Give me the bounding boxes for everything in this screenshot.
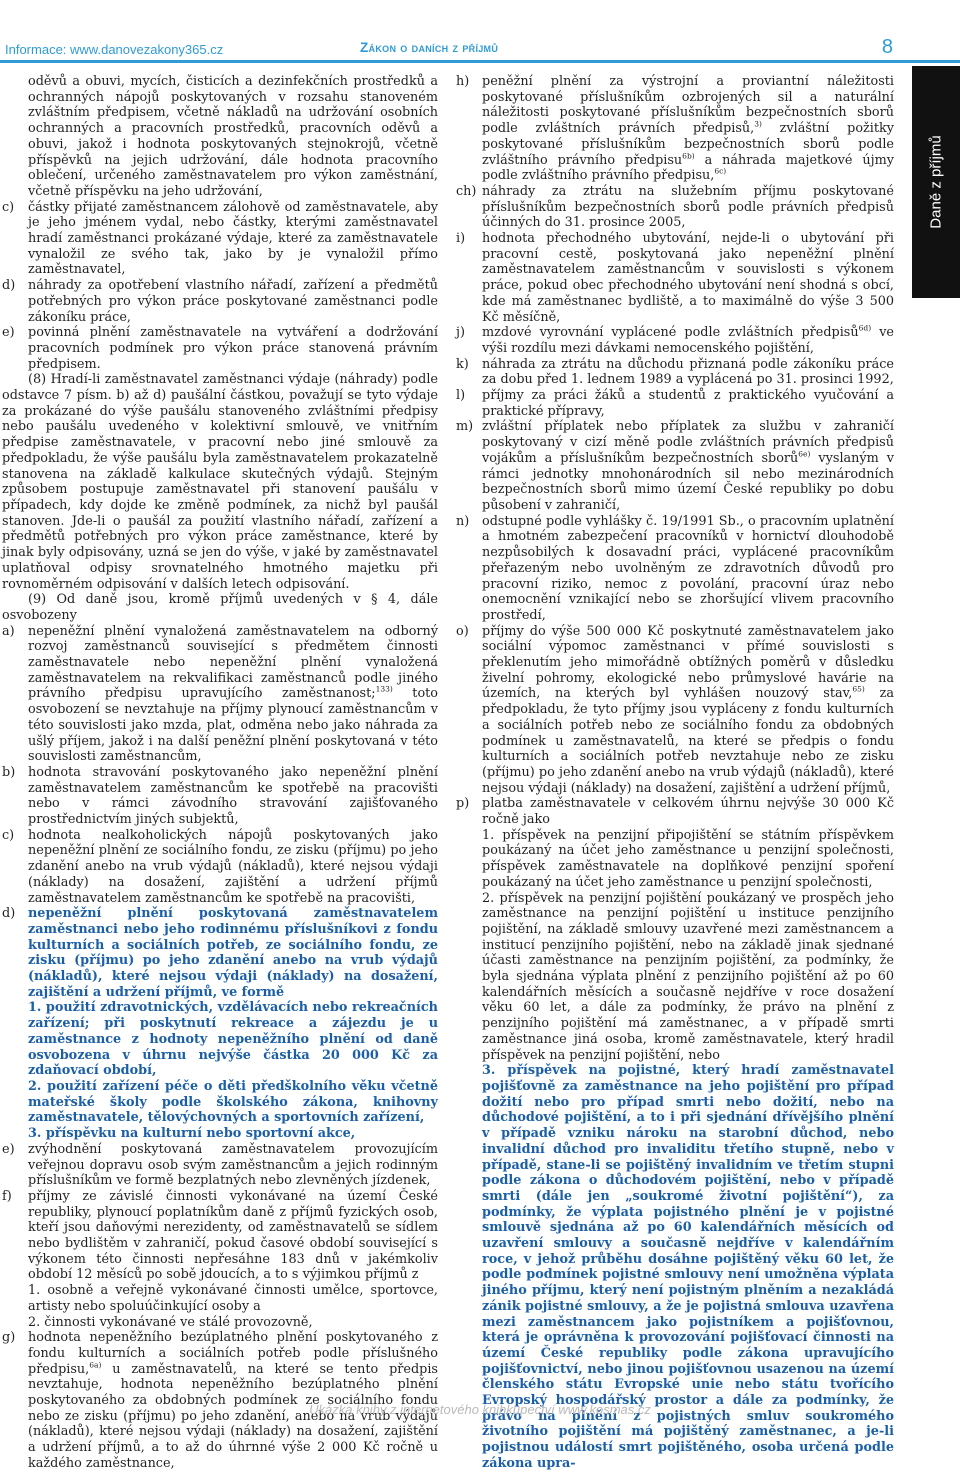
footnote-ref[interactable]: 6b) (682, 151, 695, 161)
footnote-ref[interactable]: 6d) (858, 323, 872, 333)
item-letter: d) (2, 278, 16, 294)
item-c: c) částky přijaté zaměstnancem zálohově od zaměstnavatele, aby je jeho jménem vydal, nebo částky, kterými zaměstnavatel hradí zaměstnanci prokázané výdaje, které za zaměstnavatele vynaložil ze svého tak, jako by je vynaložil přímo zaměstnavatel, (2, 199, 438, 278)
item-letter: ch) (456, 183, 477, 199)
paragraph-8: (8) Hradí-li zaměstnavatel zaměstnanci výdaje (náhrady) podle odstavce 7 písm. b) až d) paušální částkou, považují se tyto výdaje za prokázané do výše paušálu stanoveného zvláštními předpisy nebo paušálu uvedeného v kolektivní smlouvě, ve vnitřním předpise zaměstnavatele, v pracovní nebo jiné smlouvě za předpokladu, že výše paušálu byla zaměstnavatelem prokazatelně stanovena na základě kalkulace skutečných výdajů. Stejným způsobem postupuje zaměstnavatel při stanovení paušálu v případech, kdy dojde ke změně podmínek, za nichž byl paušál stanoven. Jde-li o paušál za použití vlastního nářadí, zařízení a předmětů potřebných pro výkon práce zaměstnance, které by jinak byly odpisovány, uzná se jen do výše, v jaké by zaměstnavatel uplatňoval odpisy srovnatelného hmotného majetku při rovnoměrném odpisování v dalších letech odpisování. (2, 372, 438, 592)
item-9b: b) hodnota stravování poskytovaného jako nepeněžní plnění zaměstnavatelem zaměstnancům ke spotřebě na pracovišti nebo v rámci závodního stravování zajišťovaného prostřednictvím jiných subjektů, (2, 764, 438, 828)
item-letter: l) (456, 388, 466, 404)
item-9n: n) odstupné podle vyhlášky č. 19/1991 Sb., o pracovním uplatnění a hmotném zabezpečení pracovníků v hornictví dlouhodobě nezpůsobilých k dosavadní práci, vyplácené pracovníkům přeřazeným nebo uvolněným ze zdravotních důvodů pro pracovní riziko, nemoc z povolání, pracovní úraz nebo onemocnění vznikající nebo se zhoršující vlivem pracovního prostředí, (456, 513, 894, 623)
item-letter: b) (2, 764, 16, 780)
item-letter: e) (2, 325, 15, 341)
footnote-ref[interactable]: 6c) (714, 166, 727, 176)
item-9ch: ch) náhrady za ztrátu na služebním příjmu poskytované příslušníkům bezpečnostních sborů podle právních předpisů účinných do 31. prosince 2005, (456, 183, 894, 231)
item-9c: c) hodnota nealkoholických nápojů poskytovaných jako nepeněžní plnění ze sociálního fondu, ze zisku (příjmu) po jeho zdanění anebo na vrub výdajů (nákladů), které nejsou výdaji (náklady) na dosažení, zajištění a udržení příjmů zaměstnavatelem zaměstnancům ke spotřebě na pracovišti, (2, 827, 438, 906)
item-9i: i) hodnota přechodného ubytování, nejde-li o ubytování při pracovní cestě, poskytovaná jako nepeněžní plnění zaměstnavatelem zaměstnancům v souvislosti s výkonem práce, pokud obec přechodného ubytování není shodná s obcí, kde má zaměstnanec bydliště, a to maximálně do výše 3 500 Kč měsíčně, (456, 231, 894, 325)
sub-item-9p-1: 1. příspěvek na penzijní připojištění se státním příspěvkem poukázaný na účet jeho zaměstnance u penzijní společnosti, příspěvek zaměstnavatele na doplňkové penzijní spoření poukázaný na účet jeho zaměstnance u penzijní společnosti, (482, 827, 894, 890)
footnote-ref[interactable]: 133) (375, 685, 393, 695)
footnote-ref[interactable]: 3) (754, 119, 762, 129)
item-letter: h) (456, 74, 470, 89)
item-letter: o) (456, 623, 469, 639)
item-9h: h) peněžní plnění za výstrojní a proviantní náležitosti poskytované příslušníkům ozbrojených sil a naturální náležitosti poskytované příslušníkům bezpečnostních sborů podle zvláštních právních předpisů,$^{3)}$ zvláštní požitky poskytované příslušníkům bezpečnostních sborů podle zvláštního právního předpisu$^{6b)}$ a náhrada majetkové újmy podle zvláštního právního předpisu,$^{6c)}$ (456, 74, 894, 184)
sub-item-9f-2: 2. činnosti vykonávané ve stálé provozovně, (28, 1314, 313, 1330)
paragraph-9-intro: (9) Od daně jsou, kromě příjmů uvedených v § 4, dále osvobozeny (2, 592, 438, 623)
sub-item-9f-1: 1. osobně a veřejně vykonávané činnosti umělce, sportovce, artisty nebo spoluúčinkující osoby a (28, 1283, 438, 1314)
right-column (456, 74, 894, 1472)
footer-watermark: Ukázka knihy z internetového knihkupectví www.kosmas.cz (309, 1402, 651, 1417)
header-rule (0, 60, 960, 63)
page-header (0, 0, 960, 66)
sub-item-9d-3: 3. příspěvku na kulturní nebo sportovní akce, (28, 1126, 356, 1142)
item-letter: f) (2, 1188, 12, 1204)
item-letter: c) (2, 199, 15, 215)
item-letter: a) (2, 623, 15, 639)
sub-item-9p-2: 2. příspěvek na penzijní pojištění poukázaný ve prospěch jeho zaměstnance na penzijní pojištění u instituce penzijního pojištění, na základě smlouvy uzavřené mezi zaměstnancem a institucí penzijního pojištění, nebo na základě jinak sjednané účasti zaměstnance na penzijním pojištění, za podmínky, že byla sjednána výplata plnění z penzijního pojištění až po 60 kalendářních měsících a současně nejdříve v roce dosažení věku 60 let, a dále za podmínky, že právo na plnění z penzijního pojištění má zaměstnanec, a v případě smrti zaměstnance jiná osoba, kromě zaměstnavatele, který hradil příspěvek na penzijní pojištění, nebo (482, 890, 894, 1063)
footnote-ref[interactable]: 6e) (798, 449, 811, 459)
item-letter: c) (2, 827, 15, 843)
item-9j: j) mzdové vyrovnání vyplácené podle zvláštních předpisů$^{6d)}$ ve výši rozdílu mezi dávkami nemocenského pojištění, (456, 323, 894, 356)
side-tab (912, 66, 960, 298)
item-d: d) náhrady za opotřebení vlastního nářadí, zařízení a předmětů potřebných pro výkon práce poskytované zaměstnanci podle zákoníku práce, (2, 278, 438, 325)
item-9g: g) hodnota nepeněžního bezúplatného plnění poskytovaného z fondu kulturních a sociálních potřeb podle příslušného předpisu,$^{6a)}$ u zaměstnavatelů, na které se tento předpis nevztahuje, hodnota nepeněžního bezúplatného plnění poskytovaného za obdobných podmínek ze sociálního fondu nebo ze zisku (příjmu) po jeho zdanění, anebo na vrub výdajů (nákladů), které nejsou výdaji (náklady) na dosažení, zajištění a udržení příjmů, a to až do úhrnné výše 2 000 Kč ročně u každého zaměstnance, (2, 1330, 438, 1471)
header-title: Zákon o daních z příjmů (360, 40, 499, 55)
header-source-link[interactable]: Informace: www.danovezakony365.cz (5, 42, 224, 57)
item-letter: j) (456, 325, 465, 341)
item-9a: a) nepeněžní plnění vynaložená zaměstnavatelem na odborný rozvoj zaměstnanců související s předmětem činnosti zaměstnavatele nebo nepeněžní plnění vynaložená zaměstnavatelem na rekvalifikaci zaměstnanců podle jiného právního předpisu upravujícího zaměstnanost;$^{133)}$ toto osvobození se nevztahuje na příjmy plynoucí zaměstnancům v této souvislosti jako mzda, plat, odměna nebo jako náhrada za ušlý příjem, jakož i na další peněžní plnění poskytovaná v této souvislosti zaměstnancům, (2, 623, 438, 765)
item-letter: k) (456, 356, 469, 372)
item-9d-amended: d) nepeněžní plnění poskytovaná zaměstnavatelem zaměstnanci nebo jeho rodinnému příslušníkovi z fondu kulturních a sociálních potřeb, ze sociálního fondu, ze zisku (příjmu) po jeho zdanění anebo na vrub výdajů (nákladů), které nejsou výdaji (náklady) na dosažení, zajištění a udržení příjmů, ve formě (2, 906, 438, 1000)
side-tab-label: Daně z příjmů (927, 135, 945, 229)
item-letter: d) (2, 906, 16, 922)
item-letter: p) (456, 796, 470, 812)
item-b-continuation: oděvů a obuvi, mycích, čisticích a dezinfekčních prostředků a ochranných nápojů poskytovaných v rozsahu stanoveném zvláštním předpisem, včetně nákladů na udržování osobních ochranných a pracovních prostředků, pracovních oděvů a obuvi, jakož i hodnota poskytovaných stejnokrojů, včetně příspěvků na jejich udržování, dále hodnota pracovního oblečení, určeného zaměstnavatelem pro výkon zaměstnání, včetně příspěvku na jeho udržování, (28, 74, 438, 199)
item-9e: e) zvýhodnění poskytovaná zaměstnavatelem provozujícím veřejnou dopravu osob svým zaměstnancům a jejich rodinným příslušníkům ve formě bezplatných nebo zlevněných jízdenek, (2, 1141, 438, 1189)
item-letter: g) (2, 1330, 16, 1346)
item-9f: f) příjmy ze závislé činnosti vykonávané na území České republiky, plynoucí poplatníkům daně z příjmů fyzických osob, kteří jsou daňovými nerezidenty, od zaměstnavatelů se sídlem nebo bydlištěm v zahraničí, pokud časové období související s výkonem této činnosti nepřesáhne 183 dnů v jakémkoliv období 12 měsíců po sobě jdoucích, a to s výjimkou příjmů z (2, 1188, 438, 1283)
sub-item-9d-2: 2. použití zařízení péče o děti předškolního věku včetně mateřské školy podle školského zákona, knihovny zaměstnavatele, tělovýchovných a sportovních zařízení, (28, 1079, 438, 1126)
footnote-ref[interactable]: 65) (852, 685, 865, 695)
item-9l: l) příjmy za práci žáků a studentů z praktického vyučování a praktické přípravy, (456, 388, 894, 419)
item-e: e) povinná plnění zaměstnavatele na vytváření a dodržování pracovních podmínek pro výkon práce stanovená právním předpisem. (2, 325, 438, 372)
item-letter: m) (456, 419, 474, 435)
item-letter: i) (456, 231, 466, 247)
item-9o: o) příjmy do výše 500 000 Kč poskytnuté zaměstnavatelem jako sociální výpomoc zaměstnanci v přímé souvislosti s překlenutím jeho mimořádně obtížných poměrů v důsledku živelní pohromy, ekologické nebo průmyslové havárie na územích, na kterých byl vyhlášen nouzový stav,$^{65)}$ za předpokladu, že tyto příjmy jsou vypláceny z fondu kulturních a sociálních potřeb nebo ze sociálního fondu za obdobných podmínek u zaměstnavatelů, na které se předpis o fondu kulturních a sociálních potřeb nevztahuje nebo ze zisku (příjmu) po jeho zdanění anebo na vrub výdajů (nákladů), které nejsou výdaji (náklady) na dosažení, zajištění a udržení příjmů, (456, 623, 894, 796)
item-9p: p) platba zaměstnavatele v celkovém úhrnu nejvýše 30 000 Kč ročně jako (456, 796, 894, 828)
page-number: 8 (881, 36, 893, 58)
item-letter: e) (2, 1141, 15, 1157)
footnote-ref[interactable]: 6a) (89, 1360, 102, 1370)
item-9m: m) zvláštní příplatek nebo příplatek za službu v zahraničí poskytovaný v cizí měně podle zvláštních právních předpisů vojákům a příslušníkům bezpečnostních sborů$^{6e)}$ vyslaným v rámci jednotky mnohonárodních sil nebo mezinárodních bezpečnostních sborů mimo území České republiky po dobu působení v zahraničí, (456, 419, 894, 513)
item-9k: k) náhrada za ztrátu na důchodu přiznaná podle zákoníku práce za dobu před 1. lednem 1989 a vyplácená po 31. prosinci 1992, (456, 356, 894, 388)
sub-item-9d-1: 1. použití zdravotnických, vzdělávacích nebo rekreačních zařízení; při poskytnutí rekreace a zájezdu je u zaměstnance z hodnoty nepeněžního plnění od daně osvobozena v úhrnu nejvýše částka 20 000 Kč za zdaňovací období, (28, 1000, 438, 1079)
left-column (2, 74, 438, 1472)
sub-item-9p-3-amended: 3. příspěvek na pojistné, který hradí zaměstnavatel pojišťovně za zaměstnance na jeho pojištění pro případ dožití nebo pro případ smrti nebo dožití, nebo na důchodové pojištění, a to i při sjednání dřívějšího plnění v případě vzniku nároku na starobní důchod, nebo invalidní důchod pro invaliditu třetího stupně, nebo v případě, stane-li se pojištěný invalidním ve třetím stupni podle zákona o důchodovém pojištění, nebo v případě smrti (dále jen „soukromé životní pojištění“), za podmínky, že výplata pojistného plnění je v pojistné smlouvě sjednána až po 60 kalendářních měsících od uzavření smlouvy a současně nejdříve v kalendářním roce, v jehož průběhu dosáhne pojištěný věku 60 let, že podle podmínek pojistné smlouvy není umožněna výplata jiného příjmu, který není pojistným plněním a nezakládá zánik pojistné smlouvy, a že je pojistná smlouva uzavřena mezi zaměstnancem jako pojistníkem a pojišťovnou, která je oprávněna k provozování pojišťovací činnosti na území České republiky podle zákona upravujícího pojišťovnictví, nebo jinou pojišťovnou usazenou na území členského státu Evropské unie nebo státu tvořícího Evropský hospodářský prostor a dále za podmínky, že právo na plnění z pojistných smluv soukromého životního pojištění má pojištěný zaměstnanec, a je-li pojistnou událostí smrt pojištěného, osoba určená podle zákona upra- (482, 1063, 894, 1471)
item-letter: n) (456, 513, 470, 529)
